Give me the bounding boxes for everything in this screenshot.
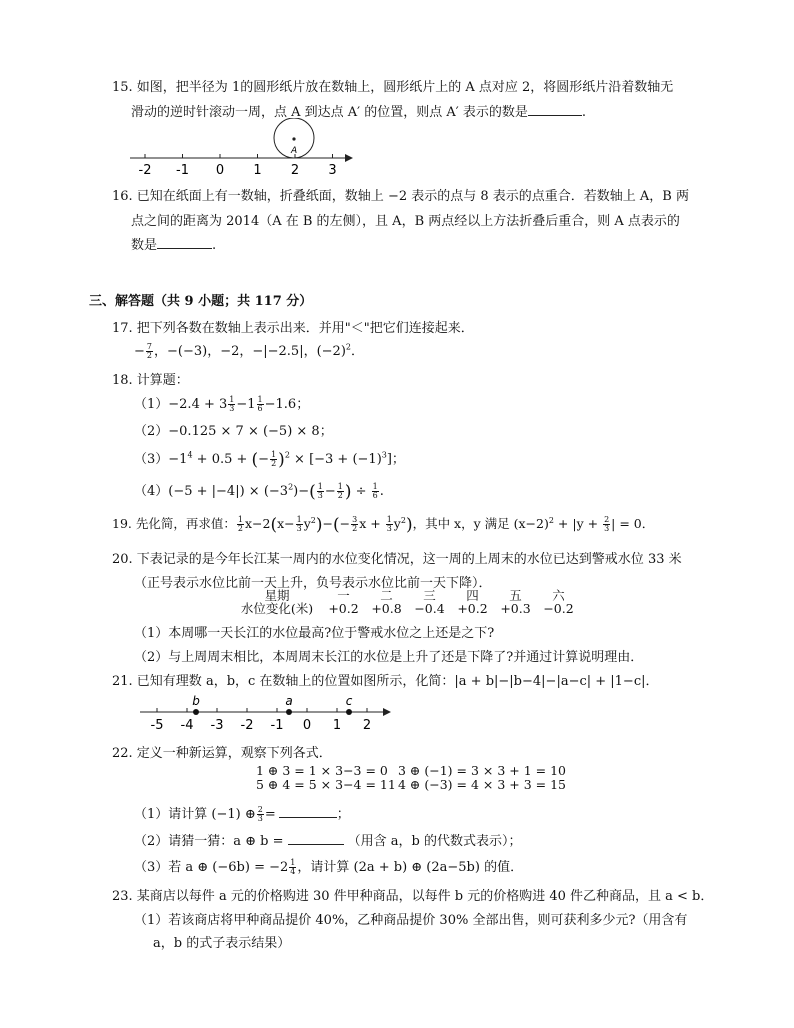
q15-tick-label: 3	[328, 163, 337, 178]
q20-header-cell: 一	[337, 588, 350, 603]
q22-s1-fn: 2	[257, 805, 263, 814]
q19-c: x−	[277, 516, 295, 531]
q22-s1-end: ；	[336, 807, 350, 822]
q19-b: x−2	[244, 516, 271, 531]
q18-p4-div: ÷	[351, 484, 371, 499]
q20-sub2: （2）与上周周末相比，本周周末长江的水位是上升了还是下降了?并通过计算说明理由．	[134, 650, 644, 665]
q19-exp3: 2	[548, 515, 554, 525]
q22-s3-a: （3）若 a ⊕ (−6b) = −2	[134, 860, 289, 875]
q20-row-label: 水位变化(米)	[240, 601, 314, 616]
q18-p4-minus: −	[324, 484, 336, 499]
section3-title: 三、解答题（共 9 小题；共 117 分）	[89, 294, 313, 309]
q19-f1d: 2	[237, 524, 243, 533]
q15-tick-label: 1	[253, 163, 262, 178]
q17-end: ．	[350, 344, 364, 359]
q21-point-label-b: b	[192, 694, 200, 708]
q18-p1-b: −1	[236, 397, 256, 412]
q20-header-cell: 五	[509, 588, 522, 603]
q19-j: +	[553, 516, 573, 531]
q21-tick-label: -2	[240, 718, 254, 733]
q18-part3	[134, 448, 405, 470]
q19-a: 19. 先化简，再求值：	[112, 516, 236, 531]
q18-p1-a: （1）−2.4 + 3	[134, 397, 228, 412]
q18-p4-f1d: 3	[317, 491, 323, 500]
q20-sub1: （1）本周哪一天长江的水位最高?位于警戒水位之上还是之下?	[134, 626, 495, 641]
q18-p4-rp: )	[344, 482, 352, 502]
q19-lp1: (	[270, 515, 278, 535]
q18-p3-frac	[270, 451, 277, 468]
q21-number-line-figure	[135, 690, 395, 735]
q18-part1	[134, 393, 309, 413]
q19-k: |y +	[572, 516, 603, 531]
q20-value-cell: −0.2	[543, 601, 574, 616]
q19-rp1: )	[315, 515, 323, 535]
q21-tick-label: 0	[302, 718, 312, 733]
q18-title: 18. 计算题：	[112, 373, 189, 388]
q21-axis-arrow	[383, 708, 391, 716]
q15-answer-blank[interactable]	[528, 115, 582, 116]
q17-frac-den: 2	[146, 351, 152, 360]
q19-frac5	[603, 516, 610, 533]
q22-s3-fd: 4	[290, 867, 296, 876]
q20-header-cell: 二	[380, 588, 393, 603]
q18-p3-exp: 4	[187, 450, 193, 460]
q17-neg: −	[134, 344, 145, 359]
q17-rest: ，−(−3)，−2，−|−2.5|，(−2)	[154, 344, 346, 359]
q20-value-cell: +0.2	[457, 601, 488, 616]
q16-line3-text: 数是	[131, 238, 158, 253]
q21-point-label-c: c	[345, 694, 353, 708]
q22-line1: 22. 定义一种新运算，观察下列各式．	[112, 746, 332, 761]
q19-line	[112, 514, 654, 535]
q19-frac4	[386, 516, 393, 533]
q18-p3-exp2: 2	[284, 450, 290, 460]
q22-eq1: 1 ⊕ 3 = 1 × 3−3 = 0	[256, 763, 388, 778]
q19-lp2: (	[332, 515, 340, 535]
q22-s1-fd: 3	[257, 814, 263, 823]
q15-tick-label: 2	[290, 163, 300, 178]
q18-p4-lp: (	[309, 482, 316, 502]
q18-p4-exp: 2	[288, 482, 294, 492]
q19-f3n: 3	[352, 515, 358, 524]
q18-p4-f3d: 6	[372, 491, 378, 500]
q18-p4-a: （4）(−5 + |−4|) × (−3	[134, 484, 289, 499]
q18-p3-b: + 0.5 +	[192, 452, 252, 467]
q18-p3-neg: −	[258, 452, 270, 467]
q22-eq4: 4 ⊕ (−3) = 4 × 3 + 3 = 15	[398, 777, 566, 792]
q22-s2-a: （2）请猜一猜：a ⊕ b =	[134, 834, 288, 849]
q19-exp2: 2	[400, 515, 406, 525]
q21-tick-label: -1	[270, 718, 284, 733]
q22-s1-answer-blank[interactable]	[279, 817, 337, 818]
q18-p1-f2d: 6	[257, 404, 263, 413]
q20-value-cell: −0.4	[414, 601, 445, 616]
q18-p4-f3n: 1	[372, 482, 378, 491]
q19-frac2	[296, 516, 303, 533]
q19-g: x +	[359, 516, 385, 531]
q19-i: ，其中 x，y 满足 (x−2)	[412, 516, 549, 531]
q22-s3-frac	[289, 859, 296, 876]
q18-p4-end: .	[379, 484, 384, 499]
q20-water-table	[232, 589, 580, 615]
q19-d: y	[303, 516, 311, 531]
q19-frac3	[351, 516, 358, 533]
q21-point-label-a: a	[285, 694, 293, 708]
q16-line3	[131, 234, 216, 253]
q17-frac-num: 7	[146, 342, 152, 351]
q22-s1-a: （1）请计算 (−1) ⊕	[134, 807, 256, 822]
q15-tick-label: -1	[176, 163, 189, 178]
q22-s2-answer-blank[interactable]	[288, 844, 344, 845]
q15-circle-center	[292, 137, 295, 140]
q17-exp: 2	[345, 342, 351, 352]
q19-l: | = 0．	[611, 516, 655, 531]
q17-line2	[134, 340, 364, 360]
q15-tick-label: 0	[215, 163, 225, 178]
q15-line2-text: 滑动的逆时针滚动一周，点 A 到达点 A′ 的位置，则点 A′ 表示的数是	[131, 105, 528, 120]
q22-eq-col1	[256, 764, 396, 792]
q16-line1: 16. 已知在纸面上有一数轴，折叠纸面，数轴上 −2 表示的点与 8 表示的点重合．若数轴上 A，B 两	[112, 189, 689, 204]
q20-header-cell: 六	[552, 588, 565, 603]
q19-exp1: 2	[310, 515, 316, 525]
q20-value-cell: +0.3	[500, 601, 531, 616]
q16-end: .	[212, 238, 217, 253]
q18-p4-frac1	[317, 483, 324, 500]
q22-s1-frac	[257, 806, 264, 823]
q18-part2: （2）−0.125 × 7 × (−5) × 8；	[134, 424, 333, 439]
q22-s1-b: =	[264, 807, 276, 822]
q22-s3-b: ，请计算 (2a + b) ⊕ (2a−5b) 的值．	[297, 860, 524, 875]
q16-answer-blank[interactable]	[157, 248, 212, 249]
q20-value-cell: +0.2	[328, 601, 359, 616]
q21-point-b	[193, 709, 199, 715]
q15-number-line-figure	[125, 118, 355, 180]
q18-p1-f1d: 3	[229, 404, 235, 413]
q23-line3: a，b 的式子表示结果）	[153, 936, 291, 951]
q21-tick-label: -4	[180, 718, 194, 733]
q20-line1: 20. 下表记录的是今年长江某一周内的水位变化情况，这一周的上周末的水位已达到警戒水位 33 米	[112, 552, 682, 567]
q22-s2-b: （用含 a，b 的代数式表示）；	[347, 834, 522, 849]
q19-f2n: 1	[296, 515, 302, 524]
q22-eq2: 3 ⊕ (−1) = 3 × 3 + 1 = 10	[398, 763, 566, 778]
q19-f2d: 3	[296, 524, 302, 533]
q15-line1: 15. 如图，把半径为 1的圆形纸片放在数轴上，圆形纸片上的 A 点对应 2，将圆形纸片沿着数轴无	[112, 80, 674, 95]
q19-f1n: 1	[237, 515, 243, 524]
q18-p4-b: )−	[293, 484, 310, 499]
q22-eq-col2	[398, 764, 566, 792]
q18-p1-frac2	[257, 396, 264, 413]
q20-table-value-row	[232, 602, 580, 615]
q18-p1-f2n: 1	[257, 395, 263, 404]
q15-end: .	[581, 105, 587, 120]
q19-f5n: 2	[604, 515, 610, 524]
q22-eq3: 5 ⊕ 4 = 5 × 3−4 = 11	[256, 777, 396, 792]
q18-p1-c: −1.6；	[264, 397, 310, 412]
q20-value-cell: +0.8	[371, 601, 402, 616]
q20-header-cell: 四	[466, 588, 479, 603]
q17-line1: 17. 把下列各数在数轴上表示出来．并用"＜"把它们连接起来．	[112, 321, 474, 336]
q18-p3-rp: )	[278, 450, 285, 470]
q18-p4-frac3	[372, 483, 379, 500]
q22-sub3	[134, 856, 523, 876]
q19-f4d: 3	[386, 524, 392, 533]
q18-p3-d: ]；	[386, 452, 405, 467]
q18-p4-f2n: 1	[337, 482, 343, 491]
q18-p3-fn: 1	[271, 450, 277, 459]
q18-p3-fd: 2	[271, 459, 277, 468]
q19-f4n: 1	[386, 515, 392, 524]
q17-fraction	[146, 343, 153, 360]
q21-tick-label: -5	[150, 718, 164, 733]
q18-p3-exp3: 3	[381, 450, 387, 460]
q23-line2: （1）若该商店将甲种商品提价 40%，乙种商品提价 30% 全部出售，则可获利多少元?（用含有	[134, 913, 688, 928]
q18-part4	[134, 480, 384, 502]
q19-f5d: 3	[604, 524, 610, 533]
q16-line2: 点之间的距离为 2014（A 在 B 的左侧），且 A，B 两点经以上方法折叠后重合，则 A 点表示的	[131, 214, 680, 229]
q21-tick-label: -3	[210, 718, 224, 733]
q21-point-c	[346, 709, 352, 715]
q20-line2: （正号表示水位比前一天上升，负号表示水位比前一天下降）．	[134, 576, 492, 591]
q19-h: y	[393, 516, 401, 531]
q20-header-cell: 三	[423, 588, 436, 603]
q21-point-a	[286, 709, 292, 715]
q23-line1: 23. 某商店以每件 a 元的价格购进 30 件甲种商品，以每件 b 元的价格购进 40 件乙种商品，且 a < b．	[112, 889, 714, 904]
q18-p4-f1n: 1	[317, 482, 323, 491]
q18-p3-lp: (	[251, 450, 259, 470]
q19-f: −	[339, 516, 351, 531]
q22-sub2	[134, 830, 522, 849]
q21-tick-label: 1	[332, 718, 342, 733]
q21-line1: 21. 已知有理数 a，b，c 在数轴上的位置如图所示，化简：|a + b|−|b−4|−|a−c| + |1−c|．	[112, 674, 659, 689]
q15-point-label: A	[291, 146, 298, 156]
q18-p3-c: × [−3 + (−1)	[289, 452, 382, 467]
q18-p1-frac1	[228, 396, 235, 413]
q22-s3-fn: 1	[290, 858, 296, 867]
q18-p1-f1n: 1	[229, 395, 235, 404]
q18-p4-f2d: 2	[337, 491, 343, 500]
q19-e: −	[322, 516, 333, 531]
q15-axis-arrow	[345, 154, 353, 162]
q21-tick-label: 2	[362, 718, 372, 733]
q19-rp2: )	[405, 515, 413, 535]
q15-tick-label: -2	[138, 163, 152, 178]
q18-p3-a: （3）−1	[134, 452, 188, 467]
q19-f3d: 2	[352, 524, 358, 533]
q22-sub1	[134, 803, 350, 823]
q20-header-cell: 星期	[264, 588, 290, 603]
q19-frac1	[237, 516, 244, 533]
q18-p4-frac2	[337, 483, 344, 500]
